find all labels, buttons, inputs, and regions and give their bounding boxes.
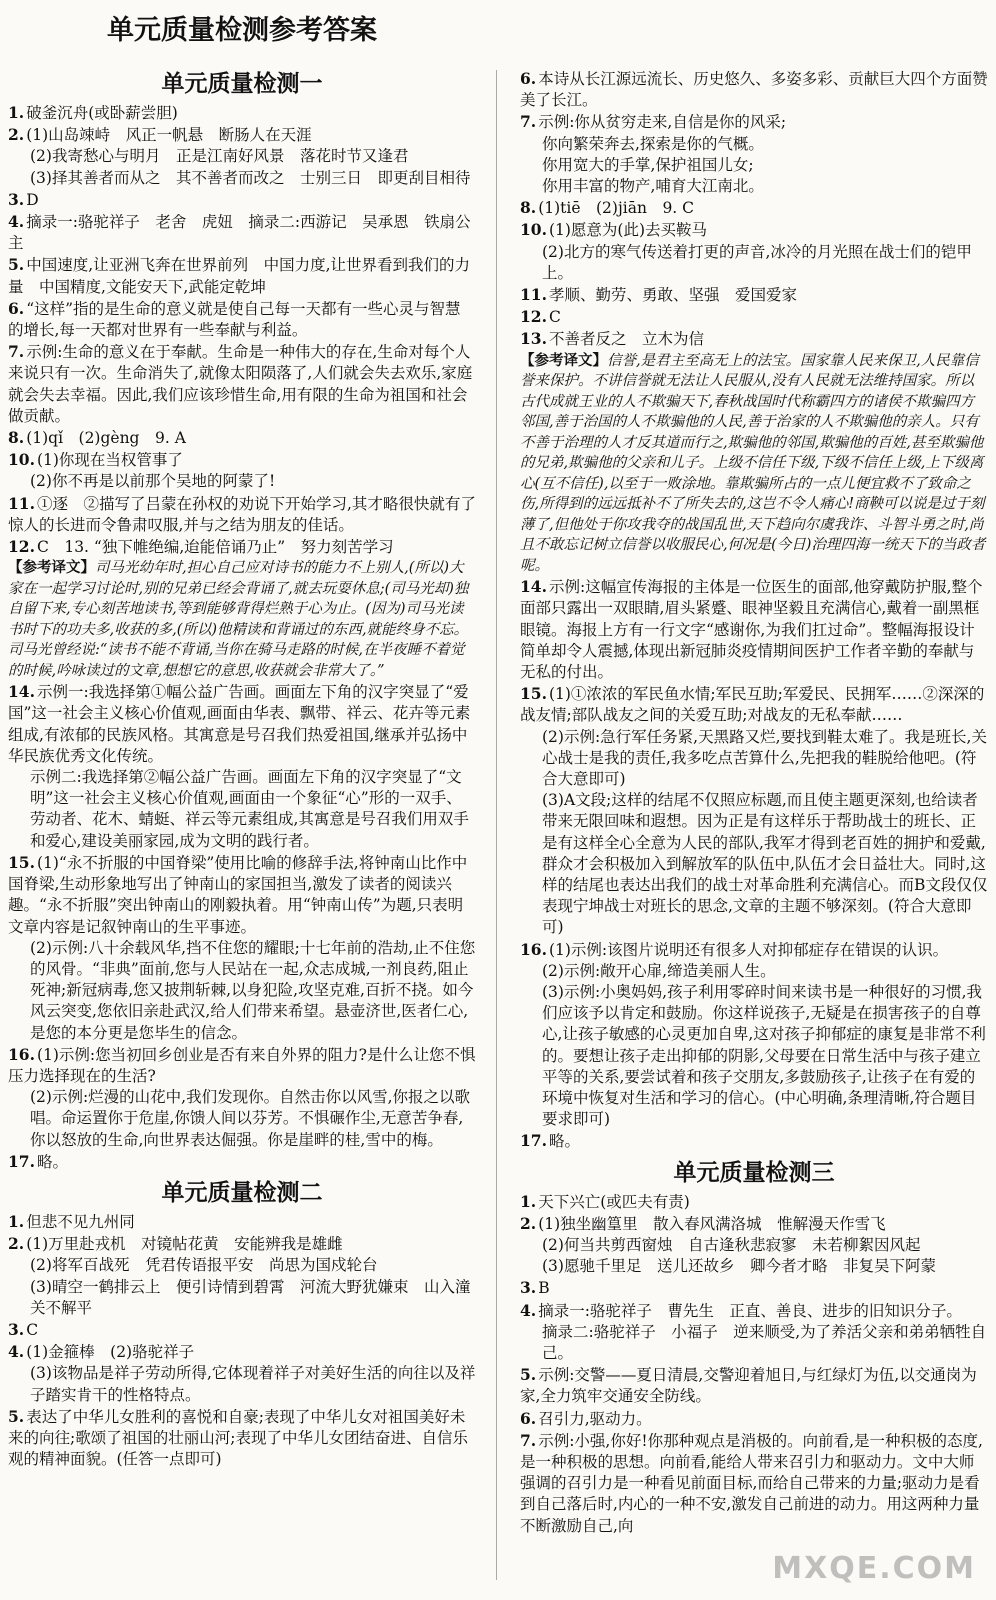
- answer-text: (1)示例:您当初回乡创业是否有来自外界的阻力?是什么让您不惧压力选择现在的生活?: [8, 1045, 476, 1085]
- answer-text: 略。: [36, 1152, 68, 1171]
- answer-text: 破釜沉舟(或卧薪尝胆): [26, 104, 178, 122]
- answer-text: (1)“永不折服的中国脊梁”使用比喻的修辞手法,将钟南山比作中国脊梁,生动形象地写出了钟南山的家国担当,激发了读者的阅读兴趣。“永不折服”突出钟南山的刚毅执着。用“钟南山传”为题,只表明文章内容是记叙钟南山的生平事迹。: [8, 853, 468, 936]
- section-title: 单元质量检测二: [161, 1178, 323, 1206]
- answer-item: [8, 536, 476, 558]
- question-number: 17.: [520, 1131, 547, 1151]
- answer-subitem: 摘录二:骆驼祥子 小福子 逆来顺受,为了养活父亲和弟弟牺牲自己。: [542, 1322, 987, 1363]
- answer-text: (1)你现在当权管事了: [36, 451, 183, 470]
- answer-subitem: (3)晴空一鹤排云上 便引诗情到碧霄 河流大野犹嫌束 山入潼关不解平: [30, 1277, 471, 1317]
- answer-item: [8, 1406, 476, 1471]
- answer-subitem: (3)择其善者而从之 其不善者而改之 士别三日 即更刮目相待: [30, 168, 471, 187]
- answer-subitem: (3)愿驰千里足 送儿还故乡 卿今者才略 非复吴下阿蒙: [542, 1257, 936, 1276]
- question-number: 7.: [520, 1430, 537, 1450]
- answer-item: [520, 1191, 988, 1213]
- translation-header: 【参考译文】: [8, 559, 95, 577]
- question-number: 8.: [8, 428, 25, 448]
- answer-text: “这样”指的是生命的意义就是使自己每一天都有一些心灵与智慧的增长,每一天都对世界有一些奉献与利益。: [8, 299, 461, 340]
- answer-item: [8, 852, 476, 938]
- answer-item: [8, 681, 476, 767]
- section-title: 单元质量检测三: [673, 1158, 835, 1186]
- answer-text: 召引力,驱动力。: [538, 1409, 652, 1428]
- answer-item: [520, 328, 988, 350]
- question-number: 2.: [520, 1213, 537, 1233]
- answer-item: [8, 427, 476, 449]
- question-number: 6.: [520, 1408, 537, 1428]
- answer-text: C: [548, 308, 561, 327]
- answer-text: 天下兴亡(或匹夫有责): [538, 1192, 690, 1211]
- answer-subitem: (2)将军百战死 凭君传语报平安 尚思为国戍轮台: [30, 1256, 378, 1275]
- answer-text: (1)愿意为(此)去买鞍马: [548, 221, 708, 240]
- answer-text: (1)万里赴戎机 对镜帖花黄 安能辨我是雄雌: [26, 1235, 343, 1254]
- answer-text: C: [26, 1320, 39, 1339]
- answer-text: (1)①浓浓的军民鱼水情;军民互助;军爱民、民拥军……②深深的战友情;部队战友之间的关爱互助;对战友的无私奉献……: [520, 685, 985, 725]
- answer-text: 孝顺、勤劳、勇敢、坚强 爱国爱家: [548, 286, 797, 305]
- answer-item: [520, 683, 988, 726]
- answer-subitem: 你向繁荣奔去,探索是你的气概。: [542, 134, 764, 153]
- question-number: 5.: [8, 1406, 25, 1426]
- answer-item: [8, 341, 476, 427]
- answer-item: [8, 124, 476, 146]
- answer-item: [520, 939, 988, 961]
- answer-item: [8, 1233, 476, 1255]
- question-number: 8.: [520, 198, 537, 218]
- answer-item: [520, 1408, 988, 1430]
- question-number: 15.: [8, 852, 35, 872]
- question-number: 11.: [8, 493, 35, 513]
- answer-item: [520, 219, 988, 241]
- answer-item: [520, 306, 988, 328]
- answer-subitem: 示例二:我选择第②幅公益广告画。画面左下角的汉字突显了“文明”这一社会主义核心价值观,画面由一个象征“心”形的一双手、劳动者、花木、蜻蜓、祥云等元素组成,其寓意是号召我们用双手和爱心,建设美丽家园,成为文明的践行者。: [30, 768, 469, 850]
- translation-text: 司马光幼年时,担心自己应对诗书的能力不上别人,(所以)大家在一起学习讨论时,别的兄弟已经会背诵了,就去玩耍休息;(司马光却)独自留下来,专心刻苦地读书,等到能够背得烂熟于心为止。(因为)司马光读书时下的功夫多,收获的多,(所以)他精读和背诵过的东西,就能终身不忘。司马光曾经说:“读书不能不背诵,当你在骑马走路的时候,在半夜睡不着觉的时候,吟咏读过的文章,想想它的意思,收获就会非常大了。”: [8, 560, 469, 679]
- reference-translation: [520, 351, 988, 577]
- answer-item: [520, 197, 988, 219]
- question-number: 7.: [520, 112, 537, 132]
- answer-text: 略。: [548, 1132, 580, 1151]
- question-number: 3.: [520, 1278, 537, 1298]
- answer-subitem: (2)示例:烂漫的山花中,我们发现你。自然击你以风雪,你报之以歌唱。命运置你于危崖,你馈人间以芬芳。不惧碾作尘,无意苦争春,你以怒放的生命,向世界表达倔强。你是崖畔的桂,雪中的梅。: [30, 1088, 471, 1149]
- left-column: [8, 64, 476, 1470]
- question-number: 1.: [8, 103, 25, 122]
- answer-item: [520, 1277, 988, 1299]
- answer-subitem: (2)示例:敞开心扉,缔造美丽人生。: [542, 961, 776, 980]
- answer-text: (1)山岛竦峙 风正一帆悬 断肠人在天涯: [26, 126, 312, 145]
- question-number: 14.: [8, 682, 35, 702]
- question-number: 5.: [8, 255, 25, 275]
- question-number: 6.: [8, 298, 25, 318]
- question-number: 14.: [520, 577, 547, 597]
- question-number: 3.: [8, 189, 25, 209]
- answer-item: [8, 211, 476, 254]
- question-number: 2.: [8, 1234, 25, 1254]
- answer-item: [520, 1430, 988, 1537]
- answer-text: 示例:生命的意义在于奉献。生命是一种伟大的存在,生命对每个人来说只有一次。生命消失了,就像太阳陨落了,人们就会失去欢乐,家庭就会失去幸福。因此,我们应该珍惜生命,用有限的生命为祖国和社会做贡献。: [8, 343, 473, 425]
- answer-item: [8, 1319, 476, 1341]
- question-number: 13.: [520, 329, 547, 349]
- answer-item: [8, 1044, 476, 1087]
- right-column: [520, 68, 988, 1537]
- answer-subitem: (3)该物品是祥子劳动所得,它体现着祥子对美好生活的向往以及祥子踏实肯干的性格特点。: [30, 1364, 476, 1404]
- page-title: 单元质量检测参考答案: [107, 15, 377, 46]
- answer-subitem: (2)示例:八十余载风华,挡不住您的耀眼;十七年前的浩劫,止不住您的风骨。“非典”面前,您与人民站在一起,众志成城,一剂良药,阻止死神;新冠病毒,您又披荆斩棘,以身犯险,攻坚克难,百折不挠。如今风云突变,您依旧亲赴武汉,给人们带来希望。悬壶济世,医者仁心,是您的本分更是您毕生的信念。: [30, 938, 476, 1042]
- answer-subitem: (3)示例:小奥妈妈,孩子利用零碎时间来读书是一种很好的习惯,我们应该予以肯定和鼓励。你这样说孩子,无疑是在损害孩子的自尊心,让孩子敏感的心灵更加自卑,这对孩子抑郁症的康复是非常不利的。要想让孩子走出抑郁的阴影,父母要在日常生活中与孩子建立平等的关系,要尝试着和孩子交朋友,多鼓励孩子,让孩子在有爱的环境中恢复对生活和学习的信心。(中心明确,条理清晰,符合题目要求即可): [542, 983, 986, 1129]
- question-number: 12.: [8, 537, 35, 557]
- question-number: 7.: [8, 342, 25, 362]
- question-number: 4.: [8, 1342, 25, 1362]
- answer-item: [8, 254, 476, 297]
- question-number: 10.: [520, 220, 547, 240]
- question-number: 16.: [520, 939, 547, 959]
- answer-subitem: (3)A文段;这样的结尾不仅照应标题,而且使主题更深刻,也给读者带来无限回味和遐想。因为正是有这样乐于帮助战士的班长、正是有这样全心全意为人民的部队,我军才得到老百姓的拥护和爱戴,群众才会积极加入到解放军的队伍中,队伍才会日益壮大。同时,这样的结尾也表达出我们的战士对革命胜利充满信心。而B文段仅仅表现宁坤战士对班长的思念,文章的主题不够深刻。(符合大意即可): [542, 791, 988, 937]
- answer-item: [8, 1211, 476, 1233]
- question-number: 1.: [8, 1211, 25, 1231]
- answer-item: [520, 576, 988, 683]
- answer-subitem: 你用宽大的手掌,保护祖国儿女;: [542, 155, 754, 174]
- answer-subitem: (2)北方的寒气传送着打更的声音,冰冷的月光照在战士们的铠甲上。: [542, 242, 972, 282]
- column-divider: [496, 70, 497, 1580]
- answer-item: [8, 449, 476, 471]
- answer-text: C 13. “独下帷绝编,迨能倍诵乃止” 努力刻苦学习: [36, 538, 394, 557]
- answer-text: 摘录一:骆驼祥子 老舍 虎妞 摘录二:西游记 吴承恩 铁扇公主: [8, 213, 471, 253]
- question-number: 3.: [8, 1319, 25, 1339]
- answer-item: [8, 1151, 476, 1173]
- answer-item: [520, 1213, 988, 1235]
- question-number: 12.: [520, 307, 547, 327]
- answer-text: 中国速度,让亚洲飞奔在世界前列 中国力度,让世界看到我们的力量 中国精度,文能安天下,武能定乾坤: [8, 256, 471, 296]
- answer-item: [520, 111, 988, 133]
- answer-item: [8, 298, 476, 341]
- answer-text: 本诗从长江源远流长、历史悠久、多姿多彩、贡献巨大四个方面赞美了长江。: [520, 70, 988, 110]
- answer-text: 摘录一:骆驼祥子 曹先生 正直、善良、进步的旧知识分子。: [538, 1301, 962, 1320]
- answer-subitem: (2)何当共剪西窗烛 自古逢秋悲寂寥 未若柳絮因风起: [542, 1236, 921, 1255]
- answer-text: (1)tiē (2)jiān 9. C: [538, 199, 695, 218]
- question-number: 4.: [8, 212, 25, 232]
- answer-text: 示例:小强,你好!你那种观点是消极的。向前看,是一种积极的态度,是一种积极的思想。向前看,能给人带来召引力和驱动力。文中大师强调的召引力是一种看见前面目标,而给自己带来的力量;驱动力是看到自己落后时,内心的一种不安,激发自己前进的动力。用这两种力量不断激励自己,向: [520, 1431, 983, 1535]
- answer-text: B: [538, 1279, 550, 1298]
- answer-subitem: (2)示例:急行军任务紧,天黑路又烂,要找到鞋太难了。我是班长,关心战士是我的责任,我多吃点苦算什么,先把我的鞋脱给他吧。(符合大意即可): [542, 727, 987, 788]
- answer-text: (1)示例:该图片说明还有很多人对抑郁症存在错误的认识。: [548, 940, 949, 959]
- answer-subitem: (2)你不再是以前那个吴地的阿蒙了!: [30, 472, 276, 491]
- answer-text: 示例:这幅宣传海报的主体是一位医生的面部,他穿戴防护服,整个面部只露出一双眼睛,眉头紧蹙、眼神坚毅且充满信心,戴着一副黑框眼镜。海报上方有一行文字“感谢你,为我们扛过命”。整幅海报设计简单却令人震撼,体现出新冠肺炎疫情期间医护工作者辛勤的奉献与无私的付出。: [520, 578, 983, 681]
- question-number: 5.: [520, 1365, 537, 1385]
- question-number: 11.: [520, 285, 547, 305]
- answer-text: 表达了中华儿女胜利的喜悦和自豪;表现了中华儿女对祖国美好未来的向往;歌颂了祖国的壮丽山河;表现了中华儿女团结奋进、自信乐观的精神面貌。(任答一点即可): [8, 1407, 468, 1469]
- answer-item: [520, 68, 988, 111]
- section-title: 单元质量检测一: [161, 70, 323, 97]
- question-number: 15.: [520, 684, 547, 704]
- answer-item: [520, 1130, 988, 1152]
- question-number: 4.: [520, 1300, 537, 1320]
- answer-item: [520, 1364, 988, 1407]
- answer-item: [520, 284, 988, 306]
- question-number: 1.: [520, 1191, 537, 1211]
- question-number: 16.: [8, 1044, 35, 1064]
- question-number: 10.: [8, 450, 35, 470]
- answer-item: [8, 102, 476, 124]
- reference-translation: [8, 558, 476, 681]
- answer-text: (1)qǐ (2)gèng 9. A: [26, 429, 186, 448]
- translation-text: 信誉,是君主至高无上的法宝。国家靠人民来保卫,人民靠信誉来保护。不讲信誉就无法让人民服从,没有人民就无法维持国家。所以古代成就王业的人不欺骗天下,春秋战国时代称霸四方的诸侯不欺骗四方邻国,善于治国的人不欺骗他的人民,善于治家的人不欺骗他的亲人。只有不善于治理的人才反其道而行之,欺骗他的邻国,欺骗他的百姓,甚至欺骗他的兄弟,欺骗他的父亲和儿子。上级不信任下级,下级不信任上级,上下级离心(互不信任),以至于一败涂地。靠欺骗所占的一点儿便宜救不了致命之伤,所得到的远远抵补不了所失去的,这岂不令人痛心!商鞅可以说是过于刻薄了,但他处于你攻我夺的战国乱世,天下趋向尔虞我诈、斗智斗勇之时,尚且不敢忘记树立信誉以收服民心,何况是(今日)治理四海一统天下的当政者呢。: [520, 352, 986, 574]
- answer-item: [520, 1300, 988, 1322]
- answer-text: (1)独坐幽篁里 散入春风满洛城 惟解漫天作雪飞: [538, 1214, 886, 1233]
- answer-text: 示例:交警——夏日清晨,交警迎着旭日,与红绿灯为伍,以交通岗为家,全力筑牢交通安全防线。: [520, 1366, 977, 1406]
- answer-text: D: [26, 190, 39, 209]
- answer-subitem: (2)我寄愁心与明月 正是江南好风景 落花时节又逢君: [30, 147, 409, 166]
- translation-header: 【参考译文】: [520, 351, 607, 369]
- question-number: 17.: [8, 1151, 35, 1171]
- answer-text: 不善者反之 立木为信: [548, 330, 704, 349]
- answer-text: 但悲不见九州同: [26, 1212, 135, 1231]
- answer-text: 示例一:我选择第①幅公益广告画。画面左下角的汉字突显了“爱国”这一社会主义核心价值观,画面由华表、飘带、祥云、花卉等元素组成,有浓郁的民族风格。其寓意是号召我们热爱祖国,继承并弘扬中华民族优秀文化传统。: [8, 683, 471, 765]
- answer-item: [8, 493, 476, 536]
- answer-text: (1)金箍棒 (2)骆驼祥子: [26, 1343, 195, 1362]
- watermark-logo: MXQE.COM: [772, 1551, 976, 1586]
- question-number: 6.: [520, 69, 537, 88]
- question-number: 2.: [8, 125, 25, 145]
- answer-item: [8, 189, 476, 211]
- answer-text: 示例:你从贫穷走来,自信是你的风采;: [538, 113, 787, 132]
- answer-subitem: 你用丰富的物产,哺育大江南北。: [542, 177, 764, 196]
- answer-text: ①逐 ②描写了吕蒙在孙权的劝说下开始学习,其才略很快就有了惊人的长进而令鲁肃叹服,并与之结为朋友的佳话。: [8, 494, 476, 534]
- answer-item: [8, 1341, 476, 1363]
